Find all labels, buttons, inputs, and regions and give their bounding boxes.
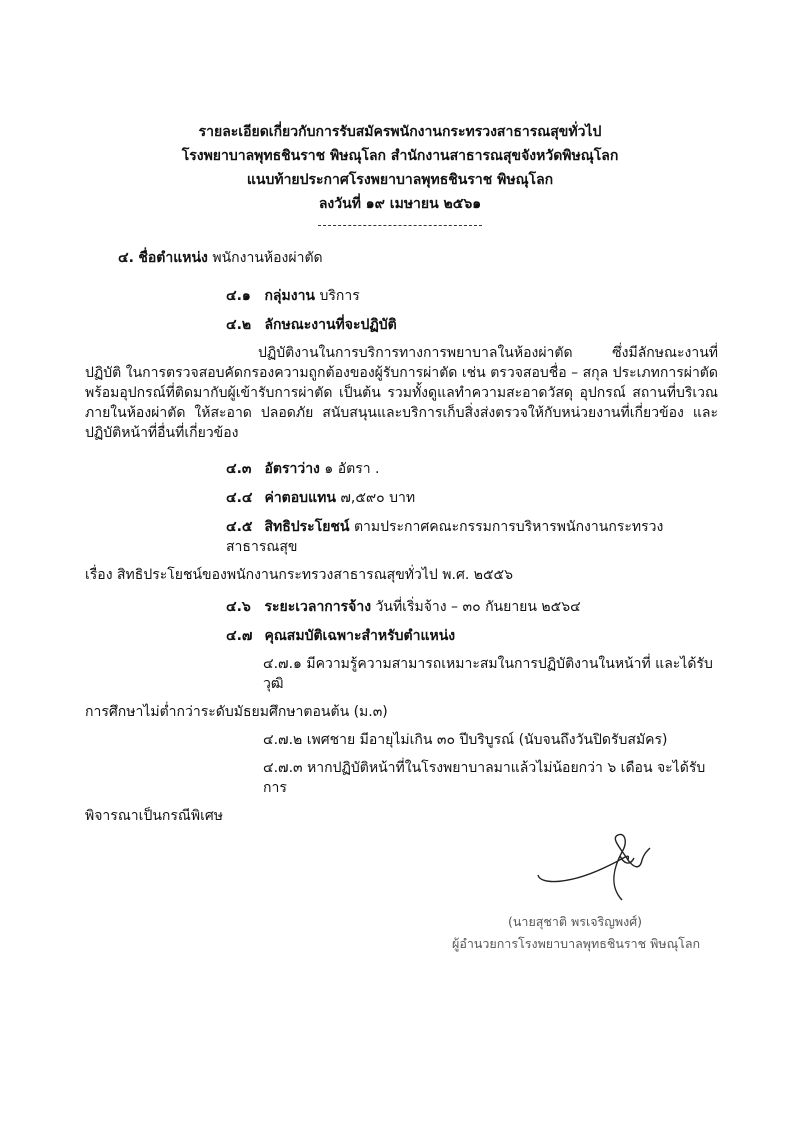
section-number: ๔. xyxy=(118,250,134,266)
header-line-1: รายละเอียดเกี่ยวกับการรับสมัครพนักงานกระทรวงสาธารณสุขทั่วไป xyxy=(198,124,602,140)
section-value: ตามประกาศคณะกรรมการบริหารพนักงานกระทรวงสาธารณสุข xyxy=(226,519,664,555)
section-4-7 xyxy=(85,626,718,646)
qualification-1-cont: การศึกษาไม่ต่ำกว่าระดับมัธยมศึกษาตอนต้น (ม.๓) xyxy=(85,704,388,720)
paragraph-line: และปฏิบัติหน้าที่อื่นที่เกี่ยวข้อง xyxy=(85,405,718,441)
section-value: บริการ xyxy=(319,288,360,304)
section-number: ๔.๒ xyxy=(226,317,252,333)
section-4-5 xyxy=(85,517,718,557)
header-line-2: โรงพยาบาลพุทธชินราช พิษณุโลก สำนักงานสาธารณสุขจังหวัดพิษณุโลก xyxy=(181,148,619,164)
section-4-5-cont: เรื่อง สิทธิประโยชน์ของพนักงานกระทรวงสาธารณสุขทั่วไป พ.ศ. ๒๕๕๖ xyxy=(85,567,514,583)
header-divider xyxy=(318,225,482,226)
signatory-name: (นายสุชาติ พรเจริญพงศ์) xyxy=(508,914,643,929)
section-value: พนักงานห้องผ่าตัด xyxy=(212,250,323,266)
section-number: ๔.๕ xyxy=(226,519,253,535)
signatory-title: ผู้อำนวยการโรงพยาบาลพุทธชินราช พิษณุโลก xyxy=(452,936,701,951)
section-4-3 xyxy=(85,459,718,479)
section-value: ๗,๕๙๐ บาท xyxy=(340,490,416,506)
section-number: ๔.๗ xyxy=(226,628,253,644)
section-4-1 xyxy=(85,286,718,306)
section-number: ๔.๑ xyxy=(226,288,251,304)
section-value: ๑ อัตรา . xyxy=(324,461,380,477)
section-value: วันที่เริ่มจ้าง – ๓๐ กันยายน ๒๕๖๔ xyxy=(375,599,581,615)
qualification-3-cont: พิจารณาเป็นกรณีพิเศษ xyxy=(85,808,224,824)
section-number: ๔.๖ xyxy=(226,599,251,615)
section-number: ๔.๔ xyxy=(226,490,253,506)
paragraph-line: ภายในห้องผ่าตัด ให้สะอาด ปลอดภัย สนับสนุนและบริการเก็บสิ่งส่งตรวจให้กับหน่วยงานที่เกี่ยวข้อง xyxy=(85,405,684,421)
qualification-3: ๔.๗.๓ หากปฏิบัติหน้าที่ในโรงพยาบาลมาแล้วไม่น้อยกว่า ๖ เดือน จะได้รับการ xyxy=(263,760,706,796)
section-4-2-paragraph xyxy=(85,343,718,443)
paragraph-line: ปฏิบัติงานในการบริการทางการพยาบาลในห้องผ่าตัด ซึ่งมีลักษณะงานที่ปฏิบัติ xyxy=(85,345,718,381)
paragraph-line: ในการตรวจสอบคัดกรองความถูกต้องของผู้รับการผ่าตัด เช่น ตรวจสอบชื่อ – สกุล ประเภทการผ่าตัด xyxy=(125,365,718,381)
section-label: ลักษณะงานที่จะปฏิบัติ xyxy=(264,317,397,333)
header-line-3: แนบท้ายประกาศโรงพยาบาลพุทธชินราช พิษณุโลก xyxy=(246,172,554,188)
document-page xyxy=(85,120,718,954)
position-title xyxy=(85,248,718,268)
section-label: ระยะเวลาการจ้าง xyxy=(264,599,372,615)
section-label: ค่าตอบแทน xyxy=(264,490,336,506)
handwritten-signature xyxy=(530,830,660,912)
section-label: สิทธิประโยชน์ xyxy=(264,519,350,535)
qualification-2: ๔.๗.๒ เพศชาย มีอายุไม่เกิน ๓๐ ปีบริบูรณ์ (นับจนถึงวันปิดรับสมัคร) xyxy=(263,732,668,748)
section-4-6 xyxy=(85,597,718,617)
paragraph-line: พร้อมอุปกรณ์ที่ติดมากับผู้เข้ารับการผ่าตัด เป็นต้น รวมทั้งดูแลทำความสะอาดวัสดุ อุปกรณ์ สถานที่บริเวณ xyxy=(85,385,718,401)
section-label: อัตราว่าง xyxy=(264,461,320,477)
header-date: ลงวันที่ ๑๙ เมษายน ๒๕๖๑ xyxy=(318,196,482,212)
signature-area xyxy=(85,830,718,912)
section-label: คุณสมบัติเฉพาะสำหรับตำแหน่ง xyxy=(264,628,456,644)
section-4-2 xyxy=(85,315,718,335)
section-label: กลุ่มงาน xyxy=(264,288,316,304)
section-4-4 xyxy=(85,488,718,508)
section-number: ๔.๓ xyxy=(226,461,252,477)
section-label: ชื่อตำแหน่ง xyxy=(138,250,208,266)
qualification-1: ๔.๗.๑ มีความรู้ความสามารถเหมาะสมในการปฏิบัติงานในหน้าที่ และได้รับวุฒิ xyxy=(263,656,713,692)
